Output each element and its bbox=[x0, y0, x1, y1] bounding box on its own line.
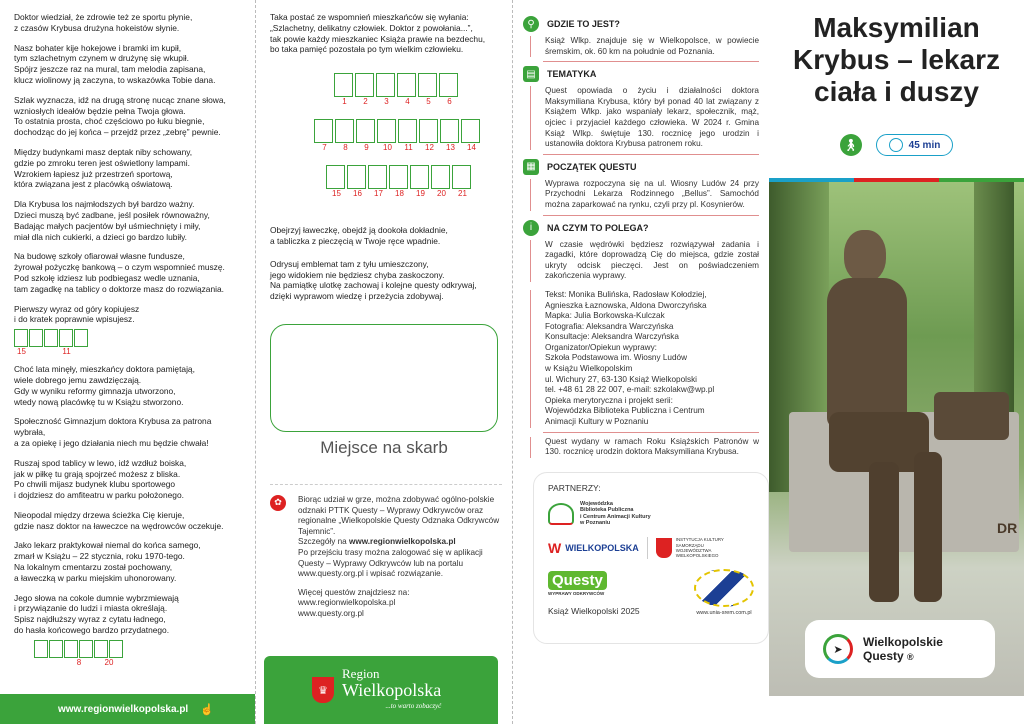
answer-box[interactable] bbox=[398, 119, 417, 143]
questy-sub: WYPRAWY ODKRYWCÓW bbox=[548, 590, 605, 596]
map-icon: ▦ bbox=[523, 159, 539, 175]
answer-box[interactable] bbox=[79, 640, 93, 658]
answer-box[interactable] bbox=[94, 640, 108, 658]
box-number: 10 bbox=[383, 143, 392, 153]
poem-paragraph: Jako lekarz praktykował niemal do końca samego, zmarł w Książu – 22 stycznia, roku 1970-tego. Na lokalnym cmentarzu został pochowany, a ławeczką w parku miejskim uhonorowany. bbox=[14, 540, 201, 583]
credits: Tekst: Monika Bulińska, Radosław Kołodziej, Agnieszka Łaznowska, Aldona Dworczyńska Mapka: Julia Borkowska-Kulczak Fotografia: Aleksandra Warczyńska Konsultacje: Aleksandra Warczyńska Organizator/Opiekun wyprawy: Szkoła Podstawowa im. Wiosny Ludów w Książu Wielkopolskim ul. Wichury 27, 63-130 Książ Wielkopolski tel. +48 61 28 22 007, e-mail: szkolakw@wp.pl Opieka merytoryczna i projekt serii: Wojewódzka Biblioteka Publiczna i Centrum Animacji Kultury w Poznaniu bbox=[530, 290, 759, 428]
section-where bbox=[523, 16, 759, 32]
box-number: 13 bbox=[446, 143, 455, 153]
answer-grid-1-labels bbox=[14, 347, 242, 356]
quest-title: Maksymilian Krybus – lekarz ciała i duszy bbox=[793, 12, 1000, 107]
footer-url[interactable]: www.regionwielkopolska.pl bbox=[58, 703, 189, 715]
box-number: 15 bbox=[17, 347, 26, 357]
box-number: 20 bbox=[104, 657, 114, 667]
poem-paragraph: Ruszaj spod tablicy w lewo, idź wzdłuż boiska, jak w piłkę tu grają spojrzeć możesz z bliska. Po chwili mijasz budynek klubu sportowego i dojdziesz do amfiteatru w parku położonego. bbox=[14, 457, 187, 501]
logo-tagline: ...to warto zobaczyć bbox=[385, 702, 442, 710]
box-number: 1 bbox=[342, 97, 347, 107]
answer-box[interactable] bbox=[368, 165, 387, 189]
answer-box[interactable] bbox=[431, 165, 450, 189]
answer-box[interactable] bbox=[452, 165, 471, 189]
column-puzzle bbox=[256, 0, 512, 724]
clock-icon bbox=[889, 138, 903, 152]
section-body: W czasie wędrówki będziesz rozwiązywał zadania i zagadki, które doprowadzą Cię do miejsca, gdzie został ukryty odcisk pieczęci. Jest on poświadczeniem zakończenia wyprawy. bbox=[530, 240, 759, 282]
answer-grid-2-labels bbox=[34, 658, 242, 667]
answer-box[interactable] bbox=[397, 73, 416, 97]
footer-bar-left bbox=[0, 694, 255, 724]
logo-name: Wielkopolska bbox=[342, 680, 442, 700]
answer-box[interactable] bbox=[389, 165, 408, 189]
answer-box[interactable] bbox=[440, 119, 459, 143]
unia-url[interactable]: www.unia-srem.com.pl bbox=[696, 609, 752, 616]
section-title: POCZĄTEK QUESTU bbox=[547, 161, 637, 172]
published-note: Quest wydany w ramach Roku Książskich Patronów w 130. rocznicę urodzin doktora Maksymiliana Krybusa. bbox=[530, 437, 759, 458]
answer-box[interactable] bbox=[439, 73, 458, 97]
poem-paragraph: Pierwszy wyraz od góry kopiujesz i do kratek poprawnie wpisujesz. bbox=[14, 303, 140, 325]
box-number: 12 bbox=[425, 143, 434, 153]
poem-paragraph: Nieopodal między drzewa ścieżka Cię kieruje, gdzie nasz doktor na ławeczce na wędrowców oczekuje. bbox=[14, 509, 224, 531]
poem-paragraph: Nasz bohater kije hokejowe i bramki im kupił, tym szlachetnym czynem w drużynę się wkupił. Spójrz jeszcze raz na mural, tam melodia zapisana, klucz wiolinowy ją zaczyna, to wskazówka Tobie dana. bbox=[14, 42, 216, 85]
intro-text: Taka postać ze wspomnień mieszkańców się wyłania: „Szlachetny, delikatny człowiek. Doktor z powołania...”, tak powie każdy mieszkaniec Książa prawie na bezdechu, bo taka pamięć pozostała po tym wielkim człowieku. bbox=[270, 12, 486, 55]
info-icon: i bbox=[523, 220, 539, 236]
poem-paragraph: Szlak wyznacza, idź na drugą stronę nucąc znane słowa, wzniosłych ideałów będzie pełna Twoja głowa. To ostatnia prosta, choć częściowo po łuku biegnie, dochodząc do jej końca – przejdź przez „zebrę” pewnie. bbox=[14, 94, 226, 138]
logo-region: Region bbox=[342, 666, 380, 681]
section-title: NA CZYM TO POLEGA? bbox=[547, 222, 649, 233]
answer-box[interactable] bbox=[334, 73, 353, 97]
box-number: 19 bbox=[416, 189, 425, 199]
box-number: 8 bbox=[343, 143, 348, 153]
box-number: 8 bbox=[76, 657, 82, 667]
answer-box[interactable] bbox=[34, 640, 48, 658]
answer-box[interactable] bbox=[410, 165, 429, 189]
badge-text: Biorąc udział w grze, można zdobywać ogólno-polskie odznaki PTTK Questy – Wyprawy Odkrywców oraz regionalne „Wielkopolskie Questy Odznaka Odkrywców Tajemnic”. bbox=[298, 494, 500, 536]
answer-box[interactable] bbox=[59, 329, 73, 347]
more-quests: Więcej questów znajdziesz na: www.regionwielkopolska.pl www.questy.org.pl bbox=[298, 587, 410, 618]
wbp-name: Wojewódzka Biblioteka Publiczna i Centrum Animacji Kultury w Poznaniu bbox=[580, 500, 651, 527]
box-number: 18 bbox=[395, 189, 404, 199]
partners-title: PARTNERZY: bbox=[548, 482, 601, 493]
answer-box[interactable] bbox=[314, 119, 333, 143]
box-number: 3 bbox=[384, 97, 389, 107]
poem-paragraph: Jego słowa na cokole dumnie wybrzmiewają i przywiązanie do ludzi i miasta określają. Spisz najdłuższy wyraz z cytatu ładnego, do hasła końcowego bardzo przydatnego. bbox=[14, 592, 179, 636]
box-number: 11 bbox=[62, 347, 71, 357]
column-poems-1 bbox=[0, 0, 254, 724]
answer-box[interactable] bbox=[355, 73, 374, 97]
box-number: 17 bbox=[374, 189, 383, 199]
answer-box[interactable] bbox=[335, 119, 354, 143]
brand-line-1: Wielkopolskie bbox=[863, 634, 943, 649]
brand-line-2: Questy bbox=[863, 648, 904, 663]
poem-paragraph: Na budowę szkoły ofiarował własne fundusze, żyrował pożyczkę bankową – o czym wspomnieć muszę. Pod szkołę idziesz lub podbiegasz wedle uznania, tam zagadkę na tablicy o doktorze masz do rozwiązania. bbox=[14, 251, 225, 294]
box-number: 14 bbox=[467, 143, 476, 153]
questy-logo: Questy bbox=[548, 571, 607, 590]
box-number: 6 bbox=[447, 97, 452, 107]
answer-box[interactable] bbox=[356, 119, 375, 143]
answer-box[interactable] bbox=[44, 329, 58, 347]
answer-grid-1 bbox=[14, 329, 242, 347]
poem-paragraph: Choć lata minęły, mieszkańcy doktora pamiętają, wiele dobrego jemu zawdzięczają. Gdy w wyniku reformy gimnazja utworzono, wtedy nową placówkę tu w Książu stworzono. bbox=[14, 364, 195, 407]
duration-text: 45 min bbox=[908, 139, 941, 151]
place-year: Książ Wielkopolski 2025 bbox=[548, 605, 640, 616]
section-body: Quest opowiada o życiu i działalności doktora Maksymiliana Krybusa, który był ponad 40 lat związany z Książem Wlkp. jako wspaniały lekarz, społecznik, mąż, ojciec i przyjaciel każdego człowieka. W 2024 r. Gmina Książ Wlkp. świętuje 130. rocznicę jego urodzin i ustanowiła doktora Krybusa patronem roku. bbox=[530, 86, 759, 150]
answer-box[interactable] bbox=[461, 119, 480, 143]
eagle-emblem-icon: ♛ bbox=[312, 677, 334, 703]
answer-box[interactable] bbox=[49, 640, 63, 658]
section-topic bbox=[523, 66, 759, 82]
answer-grid-2 bbox=[34, 640, 242, 658]
eagle-shield-icon bbox=[656, 538, 672, 558]
box-number: 5 bbox=[426, 97, 431, 107]
location-pin-icon: ⚲ bbox=[523, 16, 539, 32]
box-number: 16 bbox=[353, 189, 362, 199]
unia-logo-icon bbox=[694, 569, 754, 607]
brand-logo-box bbox=[805, 620, 995, 678]
column-info bbox=[513, 0, 769, 724]
answer-box[interactable] bbox=[347, 165, 366, 189]
answer-box[interactable] bbox=[64, 640, 78, 658]
box-number: 20 bbox=[437, 189, 446, 199]
box-number: 7 bbox=[322, 143, 327, 153]
box-number: 11 bbox=[404, 143, 413, 153]
instruction-text: Obejrzyj ławeczkę, obejdź ją dookoła dokładnie, a tabliczka z pieczęcią w Twoje ręce wpadnie. bbox=[270, 225, 448, 246]
section-body: Książ Wlkp. znajduje się w Wielkopolsce, w powiecie śremskim, ok. 60 km na południe od Poznania. bbox=[530, 36, 759, 57]
badge-more-link[interactable]: www.regionwielkopolska.pl bbox=[348, 537, 456, 547]
box-number: 4 bbox=[405, 97, 410, 107]
box-number: 15 bbox=[332, 189, 341, 199]
badge-section bbox=[270, 484, 502, 620]
walking-person-icon: 🚶︎ bbox=[840, 134, 862, 156]
treasure-box[interactable] bbox=[270, 324, 498, 432]
section-how bbox=[523, 220, 759, 236]
answer-box[interactable] bbox=[418, 73, 437, 97]
badge-icon: ✿ bbox=[270, 495, 286, 511]
box-number: 2 bbox=[363, 97, 368, 107]
section-body: Wyprawa rozpoczyna się na ul. Wiosny Ludów 24 przy Przychodni Lekarza Rodzinnego „Bellus”. Samochód można zaparkować na rynku, czyli przy pl. Kosynierów. bbox=[530, 179, 759, 211]
answer-box[interactable] bbox=[109, 640, 123, 658]
book-icon: ▤ bbox=[523, 66, 539, 82]
final-answer-grid bbox=[270, 73, 502, 203]
instruction-text: Odrysuj emblemat tam z tyłu umieszczony, jego widokiem nie będziesz chyba zaskoczony. Na pamiątkę ulotkę zachowaj i kolejne questy odkrywaj, dzięki wyprawom wiedzę i przeżycia zdobywaj. bbox=[270, 258, 477, 302]
column-cover bbox=[769, 0, 1024, 724]
samorzad-label: INSTYTUCJA KULTURY SAMORZĄDU WOJEWÓDZTWA WIELKOPOLSKIEGO bbox=[675, 537, 724, 559]
badge-more-prefix: Szczegóły na bbox=[298, 537, 349, 547]
poem-paragraph: Między budynkami masz deptak niby schowany, gdzie po zmroku teren jest oświetlony lampami. Wzrokiem łapiesz już przestrzeń sportową, która związana jest z placówką oświatową. bbox=[14, 146, 193, 190]
answer-box[interactable] bbox=[377, 119, 396, 143]
wlkp-w-icon: W bbox=[548, 539, 562, 556]
answer-box[interactable] bbox=[29, 329, 43, 347]
answer-box[interactable] bbox=[14, 329, 28, 347]
answer-box[interactable] bbox=[326, 165, 345, 189]
answer-box[interactable] bbox=[74, 329, 88, 347]
answer-box[interactable] bbox=[419, 119, 438, 143]
region-logo-bar bbox=[264, 656, 498, 724]
poem-paragraph: Doktor wiedział, że zdrowie też ze sportu płynie, z czasów Krybusa drużyna hokeistów słynie. bbox=[14, 12, 193, 33]
treasure-label: Miejsce na skarb bbox=[320, 437, 448, 457]
poem-paragraph: Dla Krybusa los najmłodszych był bardzo ważny. Dzieci muszą być zadbane, jeśl posiłek równoważny, Badając małych pacjentów był uśmiechnięty i miły, miał dla nich cukierki, a dzieci go bardzo lubiły. bbox=[14, 199, 210, 242]
box-number: 9 bbox=[364, 143, 369, 153]
section-title: TEMATYKA bbox=[547, 69, 597, 80]
compass-icon: ➤ bbox=[823, 634, 853, 664]
registered-mark: ® bbox=[907, 651, 914, 662]
pointer-hand-icon: ☝ bbox=[200, 703, 214, 716]
statue-photo bbox=[769, 182, 1024, 696]
badge-app-text: Po przejściu trasy można zalogować się w aplikacji Questy – Wyprawy Odkrywców lub na portalu www.questy.org.pl i wpisać rozwiązanie. bbox=[298, 547, 483, 579]
answer-box[interactable] bbox=[376, 73, 395, 97]
wbp-logo-icon bbox=[548, 503, 574, 525]
plaque-text: DR bbox=[997, 520, 1018, 536]
box-number: 21 bbox=[458, 189, 467, 199]
duration-badge bbox=[876, 134, 954, 156]
wlkp-logo-text: WIELKOPOLSKA bbox=[565, 542, 639, 553]
poem-paragraph: Społeczność Gimnazjum doktora Krybusa za patrona wybrała, a za opiekę i jego działania niech mu będzie chwała! bbox=[14, 416, 212, 448]
section-start bbox=[523, 159, 759, 175]
partners-box bbox=[533, 472, 769, 644]
section-title: GDZIE TO JEST? bbox=[547, 19, 620, 29]
